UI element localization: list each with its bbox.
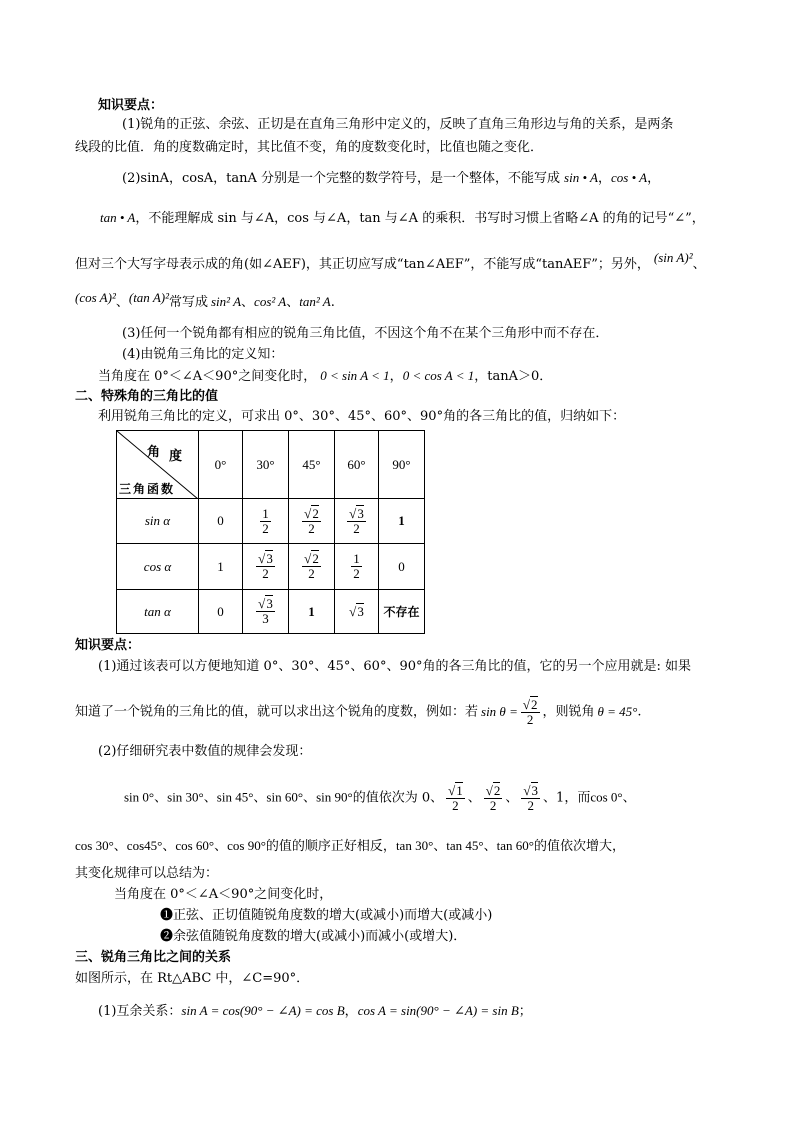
paragraph-5 — [98, 368, 552, 385]
p2-math-sin-dot-a: sin • A — [564, 170, 598, 185]
paragraph-1-line-2: 线段的比值．角的度数确定时，其比值不变，角的度数变化时，比值也随之变化． — [75, 140, 544, 155]
p2-math-cos2a: cos² A — [254, 294, 287, 309]
section-2-heading: 二、特殊角的三角比的值 — [75, 389, 219, 404]
k1-line-1: (1)通过该表可以方便地知道 0°、30°、45°、60°、90°角的各三角比的值，它的另一个应用就是: 如果 — [98, 659, 691, 674]
p2-line3-text: 但对三个大写字母表示成的角(如∠AEF)，其正切应写成“tan∠AEF”，不能写成“tanAEF”；另外， — [75, 257, 650, 272]
tan-60: √3 — [335, 590, 379, 634]
k2-line-1: (2)仔细研究表中数值的规律会发现： — [98, 744, 312, 759]
sin-60: $\frac{√3}{2}$ — [335, 499, 379, 544]
table-corner-header — [117, 431, 199, 499]
p5-text: 当角度在 0°＜∠A＜90°之间变化时， — [98, 369, 317, 384]
sin-30: $\frac{1}{2}$ — [243, 499, 289, 544]
paragraph-2-line-4 — [75, 290, 335, 311]
paragraph-2-line-1 — [122, 170, 660, 187]
k1-text: 知道了一个锐角的三角比的值，就可以求出这个锐角的度数，例如：若 — [75, 704, 479, 720]
cos-60: $\frac{1}{2}$ — [335, 544, 379, 590]
paragraph-2-line-3 — [75, 250, 706, 273]
k1-line-2 — [75, 698, 642, 726]
k1-end: . — [637, 704, 642, 720]
paragraph-1-line-1: (1)锐角的正弦、余弦、正切是在直角三角形中定义的，反映了直角三角形边与角的关系，是两条 — [122, 117, 674, 132]
angle-header-90: 90° — [379, 431, 425, 499]
p5-sep: ， — [389, 369, 403, 384]
k2-line-3: cos 30°、cos45°、cos 60°、cos 90°的值的顺序正好相反，tan 30°、tan 45°、tan 60°的值依次增大， — [75, 838, 626, 854]
corner-label-function: 三角函数 — [119, 482, 176, 496]
k1-math-theta: θ = 45° — [597, 703, 638, 719]
k1-text2: ，则锐角 — [542, 704, 595, 720]
p2-line3-end: 、 — [692, 257, 706, 272]
p2-line4-end: . — [330, 295, 335, 310]
sin-90: 1 — [379, 499, 425, 544]
cos-90: 0 — [379, 544, 425, 590]
tan-90: 不存在 — [379, 590, 425, 634]
complement-relation-sin: sin A = cos(90° − ∠A) = cos B — [181, 1003, 345, 1018]
k2-line-4: 其变化规律可以总结为： — [75, 866, 219, 881]
tan-30: $\frac{√3}{3}$ — [243, 590, 289, 634]
k2-line-5: 当角度在 0°＜∠A＜90°之间变化时， — [114, 887, 333, 902]
p2-math-sin2a: sin² A — [211, 294, 242, 309]
section-3-intro: 如图所示，在 Rt△ABC 中，∠C=90°． — [75, 971, 310, 986]
row-name-cos: cos α — [117, 544, 199, 590]
sin-45: $\frac{√2}{2}$ — [289, 499, 335, 544]
table-row-sin — [117, 499, 425, 544]
angle-header-45: 45° — [289, 431, 335, 499]
p2-sep2: 、 — [241, 295, 255, 310]
cos-30: $\frac{√3}{2}$ — [243, 544, 289, 590]
sin-0: 0 — [199, 499, 243, 544]
p2-sep3: 、 — [286, 295, 300, 310]
p5-math-sin-range: 0 < sin A < 1 — [320, 368, 390, 383]
p2-sep1: 、 — [115, 295, 129, 310]
p2-math-cos-dot-a: cos • A — [611, 170, 648, 185]
paragraph-2-line-2 — [100, 210, 705, 227]
special-angles-table — [116, 430, 425, 634]
knowledge-points-label: 知识要点： — [98, 98, 164, 113]
row-name-tan: tan α — [117, 590, 199, 634]
p2-end: ， — [647, 171, 661, 186]
tan-45: 1 — [289, 590, 335, 634]
k1-fraction: $\frac{√2}{2}$ — [522, 697, 538, 727]
row-name-sin: sin α — [117, 499, 199, 544]
angle-header-0: 0° — [199, 431, 243, 499]
tan-0: 0 — [199, 590, 243, 634]
section-3-heading: 三、锐角三角比之间的关系 — [75, 950, 232, 965]
p2-sep: ， — [597, 171, 611, 186]
k1-math-sin-theta: sin θ = — [481, 703, 518, 719]
k2-line-2: sin 0°、sin 30°、sin 45°、sin 60°、sin 90°的值依次为 0、 $\frac{√1}{2}$ 、 $\frac{√2}{2}$ 、 $\frac{√3}{2}$ 、1，而cos 0°、 — [124, 783, 636, 813]
corner-label-degree: 度 — [169, 448, 183, 463]
k2-rule-1: ❶正弦、正切值随锐角度数的增大(或减小)而增大(或减小) — [160, 908, 493, 923]
section-2-intro: 利用锐角三角比的定义，可求出 0°、30°、45°、60°、90°角的各三角比的值，归纳如下： — [98, 409, 626, 424]
angle-header-30: 30° — [243, 431, 289, 499]
k2-rule-2: ❷余弦值随锐角度数的增大(或减小)而减小(或增大)． — [160, 929, 467, 944]
p2-math-tan-dot-a: tan • A — [100, 210, 136, 225]
p2-line4-text: 常写成 — [168, 295, 208, 310]
cos-0: 1 — [199, 544, 243, 590]
p2-math-tan-a-squared: (tan A)² — [128, 290, 169, 305]
corner-label-angle: 角 — [147, 444, 161, 459]
table-row-cos — [117, 544, 425, 590]
p2-math-tan2a: tan² A — [299, 294, 331, 309]
cos-45: $\frac{√2}{2}$ — [289, 544, 335, 590]
p5-math-cos-range: 0 < cos A < 1 — [402, 368, 475, 383]
paragraph-3: (3)任何一个锐角都有相应的锐角三角比值，不因这个角不在某个三角形中而不存在． — [122, 326, 609, 341]
complement-relation-cos: cos A = sin(90° − ∠A) = sin B — [357, 1003, 519, 1018]
p5-end: ，tanA＞0． — [474, 369, 553, 384]
knowledge-points-label-2: 知识要点： — [75, 638, 141, 653]
section-3-line-1: (1)互余关系：sin A = cos(90° − ∠A) = cos B，cos A = sin(90° − ∠A) = sin B； — [98, 1003, 532, 1019]
p2-line2-text: ，不能理解成 sin 与∠A，cos 与∠A，tan 与∠A 的乘积．书写时习惯上省略∠A 的角的记号“∠”， — [135, 211, 705, 226]
angle-header-60: 60° — [335, 431, 379, 499]
table-row-tan — [117, 590, 425, 634]
p2-math-sin-a-squared: (sin A)² — [653, 250, 693, 265]
paragraph-4: (4)由锐角三角比的定义知： — [122, 347, 284, 362]
p2-math-cos-a-squared: (cos A)² — [75, 290, 116, 305]
p2-text: (2)sinA，cosA，tanA 分别是一个完整的数学符号，是一个整体，不能写成 — [122, 171, 561, 186]
